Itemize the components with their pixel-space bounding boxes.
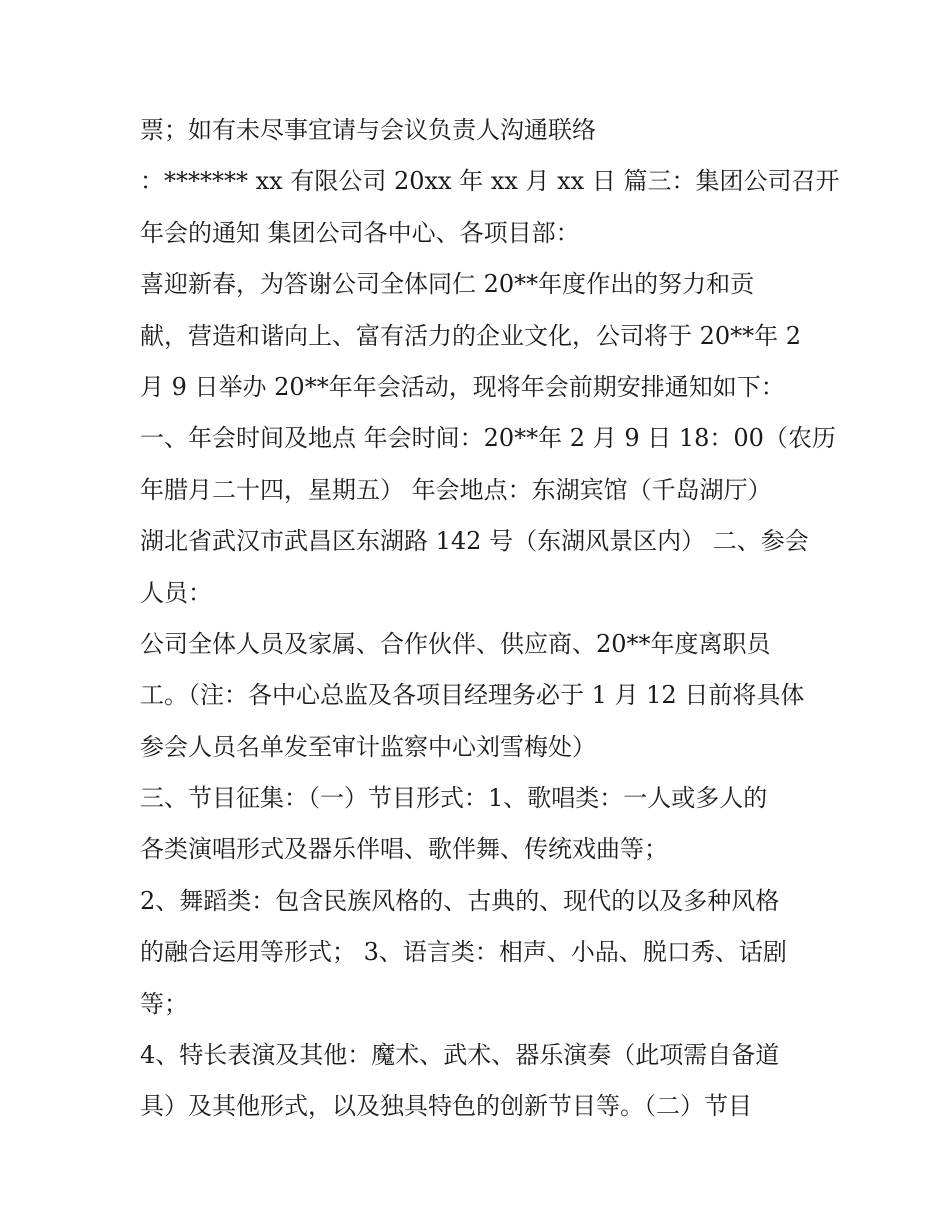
text-line: 2、舞蹈类：包含民族风格的、古典的、现代的以及多种风格 [140, 886, 780, 915]
text-line: 湖北省武汉市武昌区东湖路 142 号（东湖风景区内） 二、参会 [140, 527, 809, 556]
text-line: 年腊月二十四，星期五） 年会地点：东湖宾馆（千岛湖厅） [140, 475, 772, 504]
text-line: 三、节目征集：（一）节目形式：1、歌唱类：一人或多人的 [140, 784, 768, 813]
text-line: 各类演唱形式及器乐伴唱、歌伴舞、传统戏曲等； [140, 835, 668, 864]
text-line: 工。（注：各中心总监及各项目经理务必于 1 月 12 日前将具体 [140, 681, 805, 710]
text-line: 参会人员名单发至审计监察中心刘雪梅处） [140, 732, 596, 761]
text-line: 的融合运用等形式； 3、语言类：相声、小品、脱口秀、话剧 [140, 938, 787, 967]
text-line: 4、特长表演及其他：魔术、武术、器乐演奏（此项需自备道 [140, 1041, 780, 1070]
text-line: 一、年会时间及地点 年会时间：20**年 2 月 9 日 18：00（农历 [140, 424, 836, 453]
text-line: 喜迎新春，为答谢公司全体同仁 20**年度作出的努力和贡 [140, 270, 755, 299]
text-line: 票；如有未尽事宜请与会议负责人沟通联络 [140, 116, 596, 144]
text-line: 公司全体人员及家属、合作伙伴、供应商、20**年度离职员 [140, 629, 771, 658]
text-line: 具）及其他形式，以及独具特色的创新节目等。（二）节目 [140, 1092, 752, 1121]
document-body [140, 105, 840, 1133]
text-line: 月 9 日举办 20**年年会活动，现将年会前期安排通知如下： [140, 372, 785, 401]
text-line: ：******* xx 有限公司 20xx 年 xx 月 xx 日 篇三：集团公司召开 [140, 167, 840, 196]
text-line: 人员： [140, 578, 212, 607]
text-line: 献，营造和谐向上、富有活力的企业文化，公司将于 20**年 2 [140, 321, 802, 350]
text-line: 年会的通知 集团公司各中心、各项目部： [140, 218, 580, 247]
text-line: 等； [140, 989, 188, 1018]
